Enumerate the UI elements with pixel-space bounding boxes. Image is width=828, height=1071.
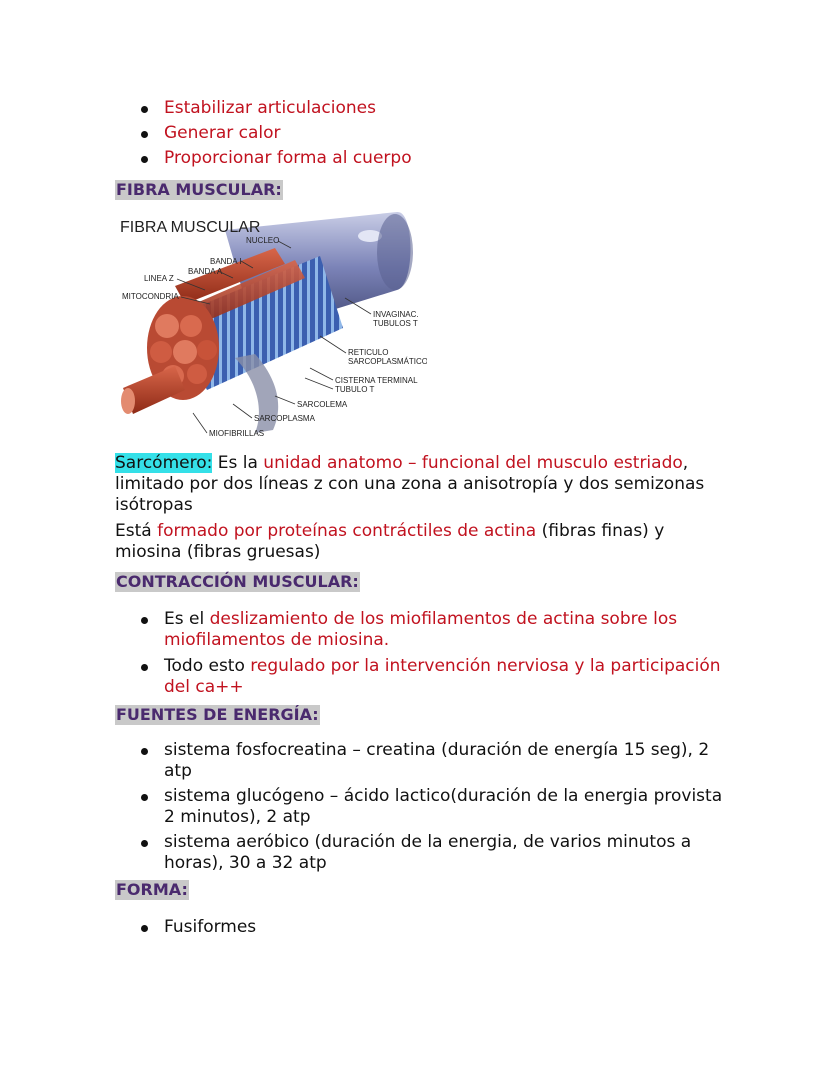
formado-paragraph — [115, 521, 675, 563]
label-banda-a: BANDA A — [188, 267, 223, 276]
figure-title: FIBRA MUSCULAR — [120, 219, 261, 236]
sarcomero-text-3: , limitado por dos líneas z con una zona a anisotropía y dos semizonas isótropas — [115, 453, 705, 515]
heading-fibra-muscular: FIBRA MUSCULAR: — [116, 180, 282, 199]
label-miofibrillas: MIOFIBRILLAS — [209, 429, 265, 438]
label-invaginac: INVAGINAC. — [373, 310, 419, 319]
sarcomero-text-2: unidad anatomo – funcional del musculo estriado — [263, 453, 683, 473]
list-item: Proporcionar forma al cuerpo — [0, 148, 724, 169]
list-item: Estabilizar articulaciones — [0, 98, 724, 119]
fuentes-list — [0, 740, 828, 874]
list-item-text: Todo esto — [164, 656, 251, 676]
label-tubulo-t: TUBULO T — [335, 385, 375, 394]
heading-forma: FORMA: — [116, 880, 188, 899]
label-nucleo: NUCLEO — [246, 236, 280, 245]
contraccion-list — [0, 609, 828, 698]
label-mitocondria: MITOCONDRIA — [122, 292, 179, 301]
formado-text-3: (fibras finas) y miosina (fibras gruesas) — [115, 521, 665, 562]
label-sarcoplasmatico: SARCOPLASMÁTICO — [348, 357, 427, 366]
forma-list — [0, 917, 828, 938]
list-item — [0, 656, 724, 698]
list-item: Generar calor — [0, 123, 724, 144]
label-linea-z: LINEA Z — [144, 274, 174, 283]
list-item: sistema glucógeno – ácido lactico(duración de la energia provista 2 minutos), 2 atp — [0, 786, 724, 828]
formado-text-2: formado por proteínas contráctiles de actina — [157, 521, 537, 541]
formado-text-1: Está — [115, 521, 158, 541]
muscle-fiber-illustration — [115, 208, 427, 442]
label-sarcolema: SARCOLEMA — [297, 400, 348, 409]
list-item-highlight: regulado por la intervención nerviosa y la participación del ca++ — [164, 656, 721, 697]
functions-list — [0, 98, 828, 169]
list-item: Fusiformes — [0, 917, 724, 938]
list-item-text: Es el — [164, 609, 210, 629]
list-item: sistema fosfocreatina – creatina (duración de energía 15 seg), 2 atp — [0, 740, 724, 782]
sarcomero-paragraph — [115, 453, 715, 516]
heading-fuentes-energia: FUENTES DE ENERGÍA: — [116, 705, 319, 724]
label-cisterna-terminal: CISTERNA TERMINAL — [335, 376, 418, 385]
list-item — [0, 609, 724, 651]
sarcomero-text-1: Es la — [212, 453, 264, 473]
label-sarcoplasma: SARCOPLASMA — [254, 414, 315, 423]
sarcomero-term: Sarcómero: — [115, 453, 213, 473]
heading-contraccion-muscular: CONTRACCIÓN MUSCULAR: — [116, 572, 359, 591]
list-item-highlight: deslizamiento de los miofilamentos de actina sobre los miofilamentos de miosina. — [164, 609, 678, 650]
muscle-fiber-figure — [115, 208, 427, 442]
label-reticulo: RETICULO — [348, 348, 389, 357]
label-tubulos-t: TUBULOS T — [373, 319, 418, 328]
label-banda-i: BANDA I — [210, 257, 242, 266]
list-item: sistema aeróbico (duración de la energia, de varios minutos a horas), 30 a 32 atp — [0, 832, 724, 874]
